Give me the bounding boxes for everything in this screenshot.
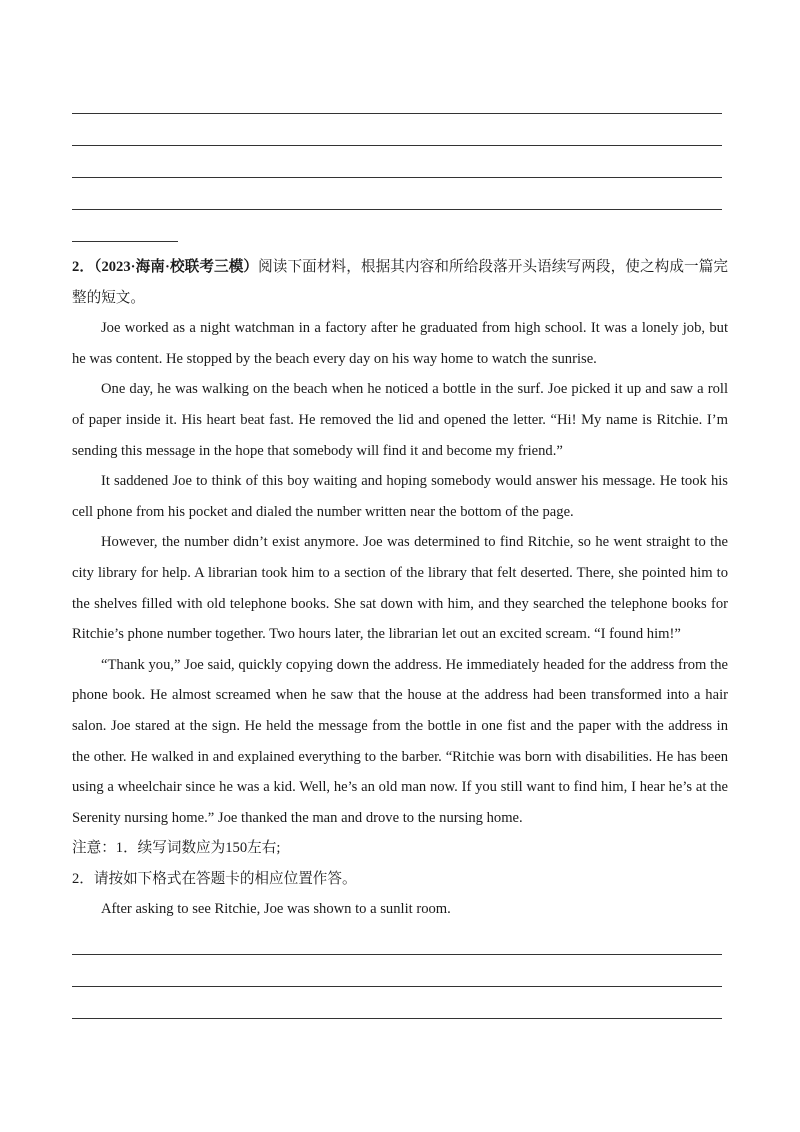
note-format: 2．请按如下格式在答题卡的相应位置作答。 xyxy=(72,870,357,887)
passage-paragraph: “Thank you,” Joe said, quickly copying down the address. He immediately headed for the address from the phone book. He almost screamed when he saw that the house at the address had been transformed into a hair salon. Joe stared at the sign. He held the message from the bottle in one fist and the paper with the address in the other. He walked in and explained everything to the barber. “Ritchie was born with disabilities. He has been using a wheelchair since he was a kid. Well, he’s an old man now. If you still want to find him, I hear he’s at the Serenity nursing home.” Joe thanked the man and drove to the nursing home. xyxy=(72,656,728,826)
passage-paragraph: It saddened Joe to think of this boy waiting and hoping somebody would answer his message. He took his cell phone from his pocket and dialed the number written near the bottom of the page. xyxy=(72,473,728,520)
answer-line xyxy=(72,113,722,114)
answer-line xyxy=(72,145,722,146)
question-block xyxy=(72,252,728,925)
note-word-count: 注意：1．续写词数应为150左右; xyxy=(72,840,281,857)
writing-line[interactable] xyxy=(72,986,722,987)
question-number: 2． xyxy=(72,259,95,275)
passage-paragraph: However, the number didn’t exist anymore. Joe was determined to find Ritchie, so he went straight to the city library for help. A librarian took him to a section of the library that felt deserted. There, she pointed him to the shelves filled with old telephone books. She sat down with him, and they searched the telephone books for Ritchie’s phone number together. Two hours later, the librarian let out an excited scream. “I found him!” xyxy=(72,534,728,643)
answer-line xyxy=(72,209,722,210)
prompt-sentence: After asking to see Ritchie, Joe was shown to a sunlit room. xyxy=(101,901,451,918)
question-source: （2023·海南·校联考三模） xyxy=(94,259,259,275)
writing-line[interactable] xyxy=(72,954,722,955)
writing-line[interactable] xyxy=(72,1018,722,1019)
passage-paragraph: Joe worked as a night watchman in a factory after he graduated from high school. It was a lonely job, but he was content. He stopped by the beach every day on his way home to watch the sunrise. xyxy=(72,320,728,367)
question-instruction: 阅读下面材料，根据其内容和所给段落开头语续写两段，使之构成一篇完整的短文。 xyxy=(72,259,728,306)
question-header xyxy=(72,252,728,313)
answer-line-short xyxy=(72,241,178,242)
passage-paragraph: One day, he was walking on the beach when he noticed a bottle in the surf. Joe picked it up and saw a roll of paper inside it. His heart beat fast. He removed the lid and opened the letter. “Hi! My name is Ritchie. I’m sending this message in the hope that somebody will find it and become my friend.” xyxy=(72,381,728,459)
answer-line xyxy=(72,177,722,178)
